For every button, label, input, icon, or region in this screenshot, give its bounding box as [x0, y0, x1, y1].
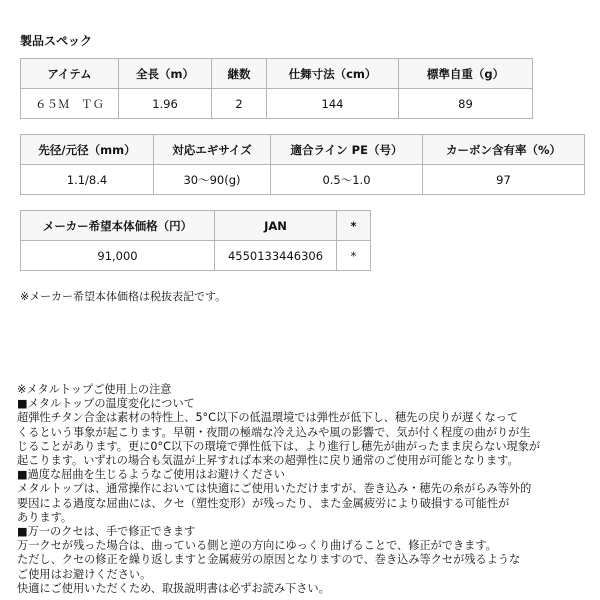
header-asterisk: *	[337, 211, 371, 241]
header-weight: 標準自重（g）	[399, 59, 533, 89]
header-total-length: 全長（m）	[119, 59, 212, 89]
caution-line: メタルトップは、通常操作においては快適にご使用いただけますが、巻き込み・穂先の糸がらみ等外的	[17, 482, 532, 496]
spec-table-price	[20, 210, 371, 271]
spec-table-basic	[20, 58, 533, 119]
page-title: 製品スペック	[20, 34, 93, 48]
caution-line: くるという事象が起こります。早朝・夜間の極端な冷え込みや風の影響で、気が付く程度の曲がりが生	[17, 425, 531, 439]
caution-line: ■メタルトップの温度変化について	[17, 397, 195, 411]
spec-table-header-row	[21, 135, 585, 165]
value-price: 91,000	[21, 241, 215, 271]
spec-table-row	[21, 165, 585, 195]
header-closed-length: 仕舞寸法（cm）	[267, 59, 399, 89]
value-weight: 89	[399, 89, 533, 119]
header-price: メーカー希望本体価格（円）	[21, 211, 215, 241]
spec-table-row	[21, 89, 533, 119]
caution-line: じることがあります。更に0°C以下の環境で弾性低下は、より進行し穂先が曲がったまま戻らない現象が	[17, 439, 541, 453]
spec-table-header-row	[21, 211, 371, 241]
caution-line: 超弾性チタン合金は素材の特性上、5°C以下の低温環境では弾性が低下し、穂先の戻りが遅くなって	[17, 411, 519, 425]
manual-notice: 快適にご使用いただくため、取扱説明書は必ずお読み下さい。	[17, 582, 330, 595]
header-line-pe: 適合ライン PE（号）	[271, 135, 423, 165]
value-asterisk: *	[337, 241, 371, 271]
spec-table-tackle	[20, 134, 585, 195]
value-closed-length: 144	[267, 89, 399, 119]
value-carbon-content: 97	[423, 165, 585, 195]
header-egi-size: 対応エギサイズ	[154, 135, 271, 165]
header-jan: JAN	[215, 211, 337, 241]
price-note: ※メーカー希望本体価格は税抜表記です。	[20, 290, 227, 303]
value-jan: 4550133446306	[215, 241, 337, 271]
value-pieces: 2	[212, 89, 267, 119]
caution-line: ただし、クセの修正を繰り返しますと金属疲労の原因となりますので、巻き込み等クセが残るような	[17, 553, 521, 567]
value-item: ６５Ｍ ＴＧ	[21, 89, 119, 119]
header-carbon-content: カーボン含有率（%）	[423, 135, 585, 165]
value-total-length: 1.96	[119, 89, 212, 119]
value-egi-size: 30〜90(g)	[154, 165, 271, 195]
caution-line: ■過度な屈曲を生じるようなご使用はお避けください	[17, 468, 285, 482]
value-tip-butt-diameter: 1.1/8.4	[21, 165, 154, 195]
spec-table-header-row	[21, 59, 533, 89]
metal-top-caution	[17, 383, 587, 582]
caution-line: 万一クセが残った場合は、曲っている側と逆の方向にゆっくり曲げることで、修正ができます。	[17, 539, 497, 553]
caution-line: ご使用はお避けください。	[17, 567, 152, 581]
spec-table-row	[21, 241, 371, 271]
header-tip-butt-diameter: 先径/元径（mm）	[21, 135, 154, 165]
caution-line: 要因による過度な屈曲には、クセ（塑性変形）が残ったり、また金属疲労により破損する可能性が	[17, 496, 510, 510]
value-line-pe: 0.5〜1.0	[271, 165, 423, 195]
caution-line: ■万一のクセは、手で修正できます	[17, 525, 196, 539]
caution-line: あります。	[17, 510, 73, 524]
caution-line: 起こります。いずれの場合も気温が上昇すれば本来の超弾性に戻り通常のご使用が可能となります。	[17, 454, 519, 468]
header-pieces: 継数	[212, 59, 267, 89]
caution-line: ※メタルトップご使用上の注意	[17, 383, 172, 396]
header-item: アイテム	[21, 59, 119, 89]
